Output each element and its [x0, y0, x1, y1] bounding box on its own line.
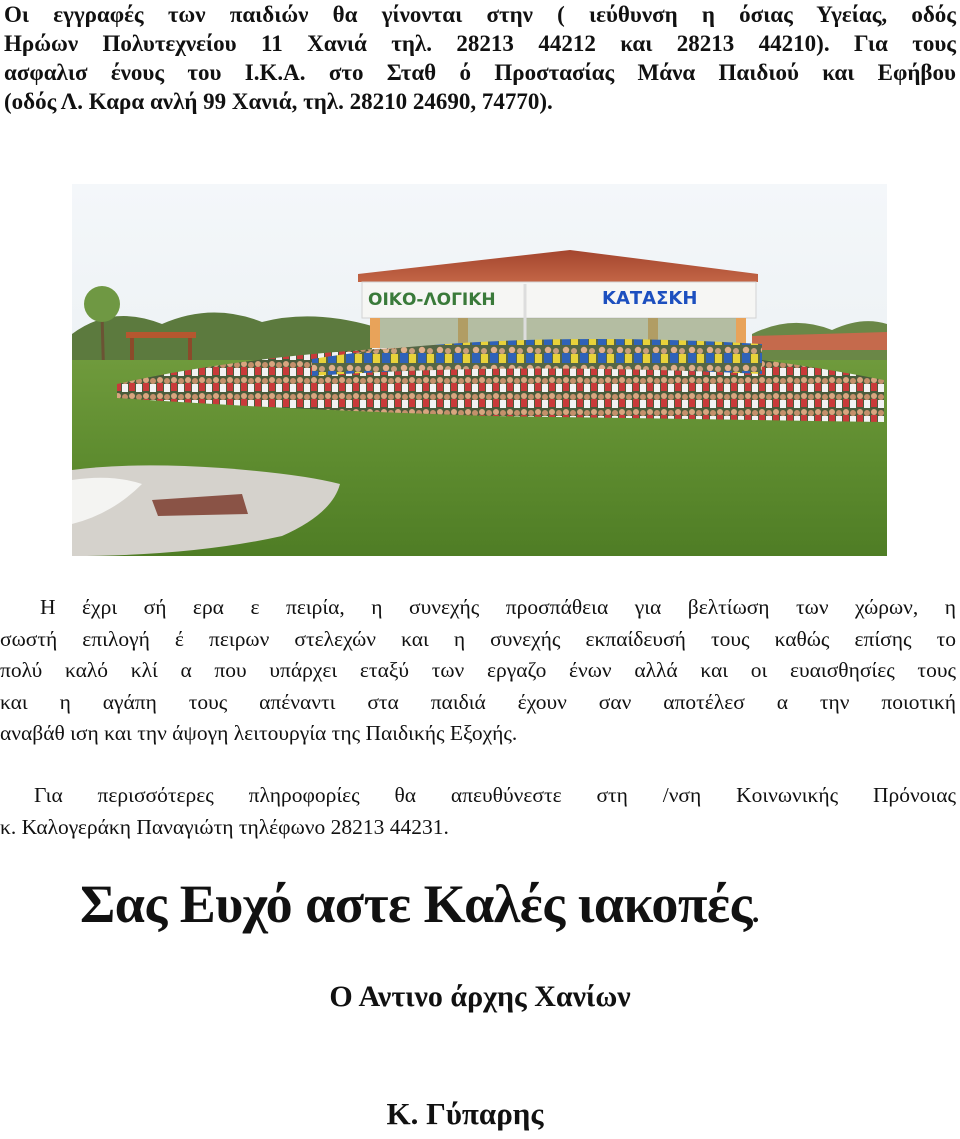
paragraph-line: Για περισσότερες πληροφορίες θα απευθύνεστε στη /νση Κοινωνικής Πρόνοιας — [34, 783, 956, 807]
intro-line: ασφαλισ ένους του Ι.Κ.Α. στο Σταθ ό Προστασίας Μάνα Παιδιού και Εφήβου — [4, 60, 956, 85]
paragraph-line: και η αγάπη τους απέναντι στα παιδιά έχουν σαν αποτέλεσ α την ποιοτική — [0, 689, 956, 714]
paragraph-line: Η έχρι σή ερα ε πειρία, η συνεχής προσπάθεια για βελτίωση των χώρων, η — [40, 595, 956, 619]
group-photo — [72, 184, 887, 556]
paragraph-line: αναβάθ ιση και την άψογη λειτουργία της Παιδικής Εξοχής. — [0, 721, 518, 745]
signature-name: Κ. Γύπαρης — [386, 1096, 544, 1131]
contact-paragraph — [0, 780, 956, 843]
official-title: Ο Αντινο άρχης Χανίων — [329, 980, 631, 1013]
intro-line: (οδός Λ. Καρα ανλή 99 Χανιά, τηλ. 28210 24690, 74770). — [4, 89, 553, 114]
photo-banner-text-1: ΟΙΚΟ-ΛΟΓΙΚΗ — [368, 290, 496, 310]
holiday-wishes — [80, 873, 759, 935]
paragraph-line: κ. Καλογεράκη Παναγιώτη τηλέφωνο 28213 44231. — [0, 814, 449, 839]
holiday-wishes-text: Σας Ευχό αστε Καλές ιακοπές — [80, 874, 752, 934]
intro-line: Οι εγγραφές των παιδιών θα γίνονται στην ( ιεύθυνση η όσιας Υγείας, οδός — [4, 2, 956, 27]
intro-paragraph — [4, 0, 956, 116]
holiday-wishes-period: . — [751, 896, 759, 929]
paragraph-line: σωστή επιλογή έ πειρων στελεχών και η συνεχής εκπαίδευσή τους καθώς επίσης το — [0, 626, 956, 651]
intro-line: Ηρώων Πολυτεχνείου 11 Χανιά τηλ. 28213 44212 και 28213 44210). Για τους — [4, 31, 956, 56]
photo-banner-text-2: ΚΑΤΑΣΚΗ — [602, 288, 698, 309]
paragraph-line: πολύ καλό κλί α που υπάρχει εταξύ των εργαζο ένων αλλά και οι ευαισθησίες τους — [0, 658, 956, 682]
experience-paragraph — [0, 592, 956, 750]
